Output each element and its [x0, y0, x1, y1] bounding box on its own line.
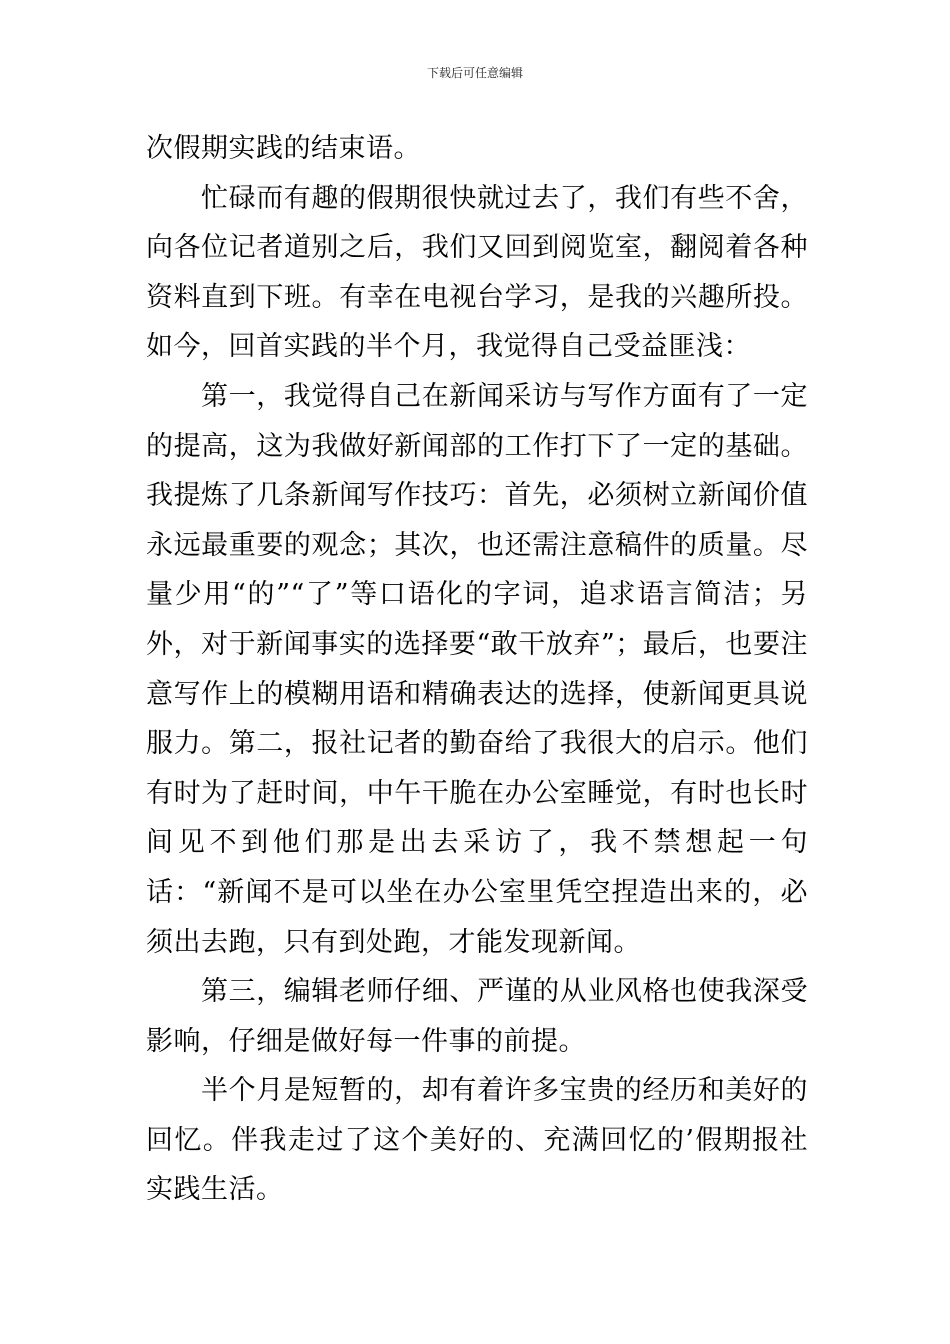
- document-body: [146, 124, 808, 1215]
- paragraph-third-point: 第三，编辑老师仔细、严谨的从业风格也使我深受影响，仔细是做好每一件事的前提。: [146, 976, 808, 1057]
- paragraph-continuation: 次假期实践的结束语。: [146, 133, 421, 164]
- page-header-note: 下载后可任意编辑: [426, 66, 523, 80]
- paragraph-ending-holiday: 忙碌而有趣的假期很快就过去了，我们有些不舍，向各位记者道别之后，我们又回到阅览室，翻阅着各种资料直到下班。有幸在电视台学习，是我的兴趣所投。如今，回首实践的半个月，我觉得自己受益匪浅：: [146, 182, 808, 363]
- paragraph-conclusion: 半个月是短暂的，却有着许多宝贵的经历和美好的回忆。伴我走过了这个美好的、充满回忆的’假期报社实践生活。: [146, 1075, 808, 1206]
- paragraph-first-second-points: 第一，我觉得自己在新闻采访与写作方面有了一定的提高，这为我做好新闻部的工作打下了一定的基础。我提炼了几条新闻写作技巧：首先，必须树立新闻价值永远最重要的观念；其次，也还需注意稿件的质量。尽量少用“的”“了”等口语化的字词，追求语言简洁；另外，对于新闻事实的选择要“敢干放弃”；最后，也要注意写作上的模糊用语和精确表达的选择，使新闻更具说服力。第二，报社记者的勤奋给了我很大的启示。他们有时为了赶时间，中午干脆在办公室睡觉，有时也长时间见不到他们那是出去采访了，我不禁想起一句话：“新闻不是可以坐在办公室里凭空捏造出来的，必须出去跑，只有到处跑，才能发现新闻。: [146, 380, 808, 958]
